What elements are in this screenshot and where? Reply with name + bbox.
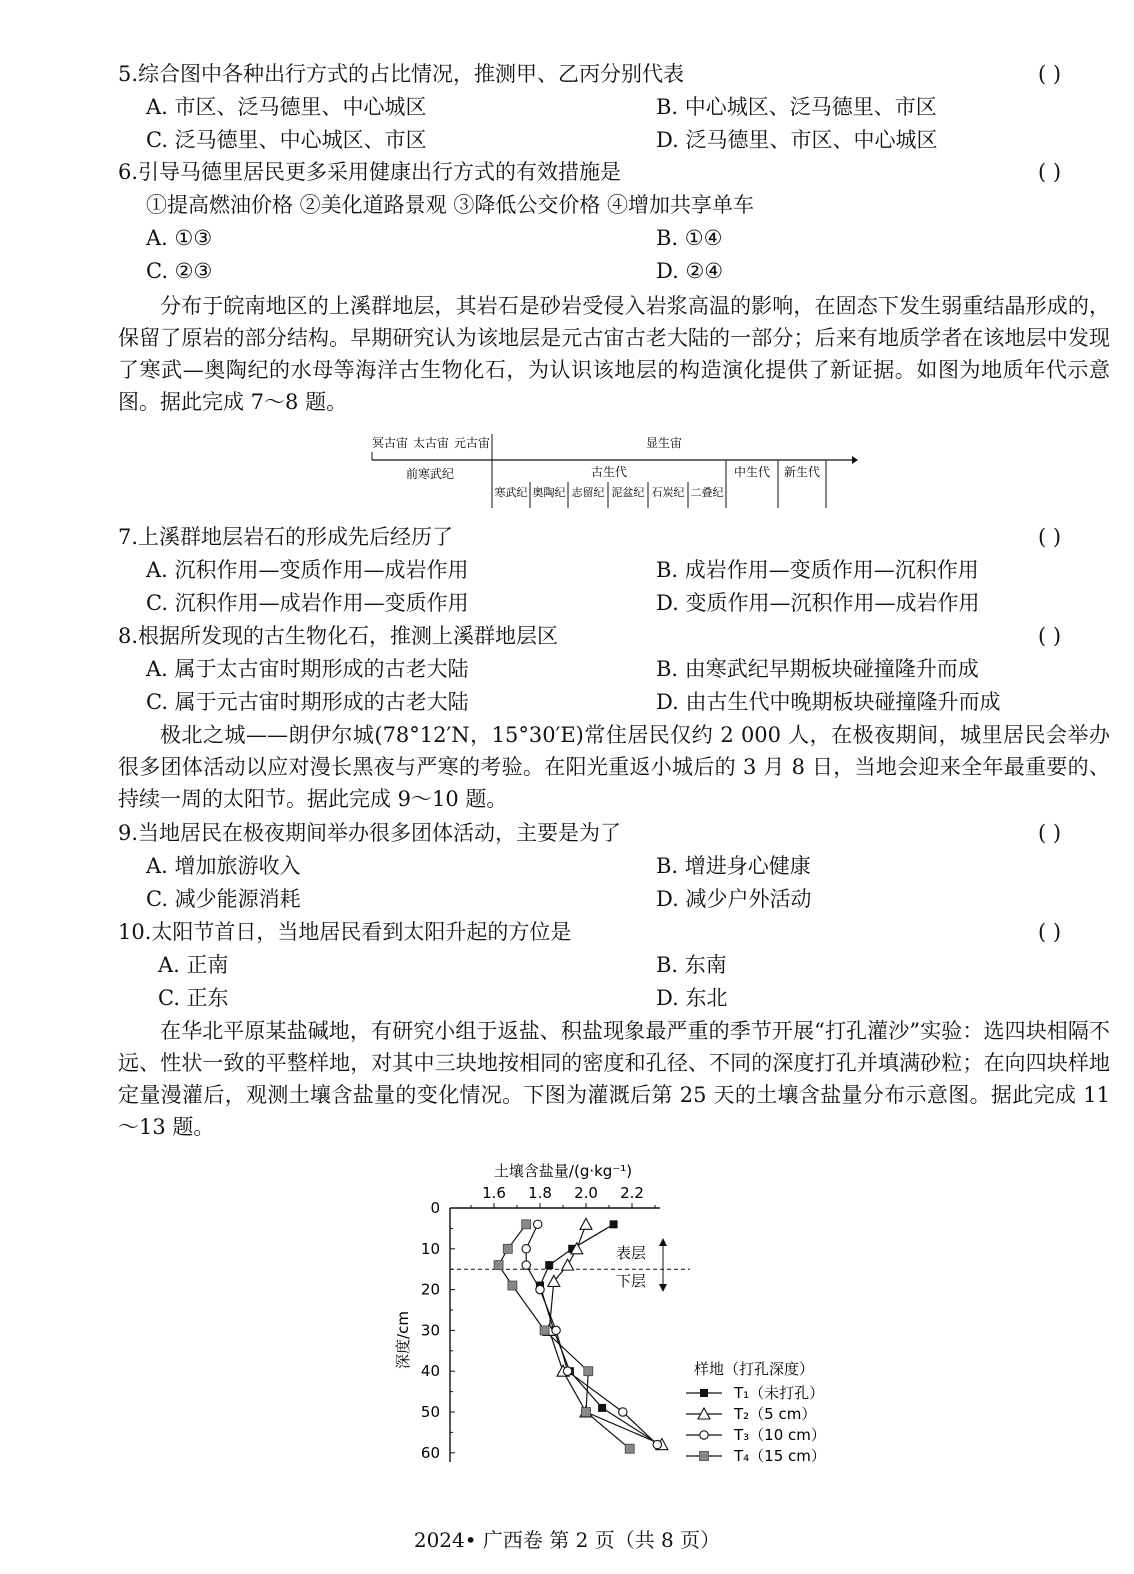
data-point-T2 — [580, 1218, 592, 1229]
data-point-T4 — [584, 1367, 593, 1376]
data-point-T4 — [540, 1326, 549, 1335]
legend-marker-T1 — [700, 1389, 708, 1397]
q7-option-b: B. 成岩作用—变质作用—沉积作用 — [656, 558, 979, 582]
data-point-T1 — [598, 1404, 606, 1412]
q5-option-b: B. 中心城区、泛马德里、市区 — [656, 95, 937, 119]
q5-answer-paren: ( ) — [1038, 62, 1062, 86]
data-point-T1 — [545, 1261, 553, 1269]
q7-answer-paren: ( ) — [1038, 525, 1062, 549]
passage-shangxi: 分布于皖南地区的上溪群地层，其岩石是砂岩受侵入岩浆高温的影响，在固态下发生弱重结晶形成的，保留了原岩的部分结构。早期研究认为该地层是元古宙古老大陆的一部分；后来有地质学者在该地层中发现了寒武—奥陶纪的水母等海洋古生物化石，为认识该地层的构造演化提供了新证据。如图为地质年代示意图。据此完成 7～8 题。 — [118, 294, 1110, 414]
passage-saline-soil: 在华北平原某盐碱地，有研究小组于返盐、积盐现象最严重的季节开展“打孔灌沙”实验：选四块相隔不远、性状一致的平整样地，对其中三块地按相同的密度和孔径、不同的深度打孔并填满砂粒；在向四块样地定量漫灌后，观测土壤含盐量的变化情况。下图为灌溉后第 25 天的土壤含盐量分布示意图。据此完成 11～13 题。 — [118, 1019, 1110, 1139]
q7-option-a: A. 沉积作用—变质作用—成岩作用 — [146, 558, 469, 582]
y-axis-title: 深度/cm — [394, 1311, 412, 1369]
data-point-T3 — [552, 1326, 560, 1334]
data-point-T1 — [610, 1220, 618, 1228]
q10-option-c: C. 正东 — [158, 986, 229, 1010]
q9-option-a: A. 增加旅游收入 — [146, 854, 301, 878]
q5-option-d: D. 泛马德里、市区、中心城区 — [656, 128, 938, 152]
q6-answer-paren: ( ) — [1038, 160, 1062, 184]
period-silurian: 志留纪 — [571, 486, 605, 499]
era-mesozoic: 中生代 — [733, 465, 771, 479]
legend-label-T3: T₃（10 cm） — [734, 1426, 826, 1444]
q10-option-d: D. 东北 — [656, 986, 728, 1010]
q5-stem: 5.综合图中各种出行方式的占比情况，推测甲、乙丙分别代表 — [118, 62, 685, 86]
q9-option-c: C. 减少能源消耗 — [146, 887, 301, 911]
eon-hadean: 冥古宙 — [371, 436, 409, 450]
data-point-T3 — [522, 1261, 530, 1269]
era-cenozoic: 新生代 — [783, 465, 821, 479]
q7-stem: 7.上溪群地层岩石的形成先后经历了 — [118, 525, 454, 549]
data-point-T4 — [494, 1261, 503, 1270]
data-point-T4 — [508, 1281, 517, 1290]
data-point-T3 — [619, 1408, 627, 1416]
y-tick-label: 50 — [420, 1403, 440, 1421]
legend-marker-T3 — [700, 1431, 708, 1439]
period-carboniferous: 石炭纪 — [651, 486, 685, 499]
q6-measures: ①提高燃油价格 ②美化道路景观 ③降低公交价格 ④增加共享单车 — [146, 193, 755, 217]
layer-label-surface: 表层 — [616, 1244, 647, 1262]
legend-title: 样地（打孔深度） — [694, 1360, 815, 1378]
q5-option-a: A. 市区、泛马德里、中心城区 — [146, 95, 427, 119]
eon-proterozoic: 元古宙 — [453, 436, 491, 450]
x-tick-label: 2.0 — [574, 1184, 598, 1202]
q5-option-c: C. 泛马德里、中心城区、市区 — [146, 128, 427, 152]
y-tick-label: 0 — [430, 1199, 440, 1217]
x-tick-label: 2.2 — [620, 1184, 644, 1202]
q6-option-a: A. ①③ — [146, 226, 213, 250]
data-point-T2 — [562, 1259, 574, 1270]
y-tick-label: 60 — [420, 1443, 440, 1462]
eon-phanerozoic: 显生宙 — [645, 436, 683, 450]
era-paleozoic: 古生代 — [590, 465, 628, 479]
q6-option-d: D. ②④ — [656, 259, 724, 283]
q9-option-b: B. 增进身心健康 — [656, 854, 811, 878]
q8-option-c: C. 属于元古宙时期形成的古老大陆 — [146, 690, 469, 714]
q6-option-c: C. ②③ — [146, 259, 213, 283]
series-line-T4 — [499, 1224, 630, 1448]
period-devonian: 泥盆纪 — [611, 486, 645, 499]
layer-arrow-down — [659, 1284, 667, 1292]
x-tick-label: 1.8 — [528, 1184, 552, 1202]
q10-stem: 10.太阳节首日，当地居民看到太阳升起的方位是 — [118, 920, 572, 944]
layer-label-lower: 下层 — [616, 1272, 647, 1290]
q8-option-b: B. 由寒武纪早期板块碰撞隆升而成 — [656, 657, 979, 681]
data-point-T3 — [522, 1245, 530, 1253]
period-cambrian: 寒武纪 — [494, 486, 528, 499]
q7-option-c: C. 沉积作用—成岩作用—变质作用 — [146, 591, 469, 615]
q8-stem: 8.根据所发现的古生物化石，推测上溪群地层区 — [118, 624, 559, 648]
q6-option-b: B. ①④ — [656, 226, 723, 250]
data-point-T3 — [653, 1440, 661, 1448]
data-point-T3 — [534, 1220, 542, 1228]
legend-label-T2: T₂（5 cm） — [734, 1405, 817, 1423]
q9-stem: 9.当地居民在极夜期间举办很多团体活动，主要是为了 — [118, 821, 622, 845]
y-tick-label: 30 — [420, 1321, 440, 1340]
period-ordovician: 奥陶纪 — [532, 486, 566, 499]
q9-answer-paren: ( ) — [1038, 821, 1062, 845]
y-tick-label: 20 — [420, 1280, 440, 1299]
q8-option-d: D. 由古生代中晚期板块碰撞隆升而成 — [656, 690, 1001, 714]
data-point-T4 — [503, 1244, 512, 1253]
period-permian: 二叠纪 — [690, 486, 724, 499]
layer-arrow-up — [659, 1238, 667, 1246]
q8-answer-paren: ( ) — [1038, 624, 1062, 648]
legend-label-T1: T₁（未打孔） — [734, 1384, 825, 1402]
data-point-T3 — [536, 1285, 544, 1293]
q9-option-d: D. 减少户外活动 — [656, 887, 812, 911]
y-tick-label: 40 — [420, 1362, 440, 1381]
data-point-T4 — [625, 1444, 634, 1453]
legend-marker-T4 — [700, 1452, 709, 1461]
q10-answer-paren: ( ) — [1038, 920, 1062, 944]
q6-stem: 6.引导马德里居民更多采用健康出行方式的有效措施是 — [118, 160, 622, 184]
q7-option-d: D. 变质作用—沉积作用—成岩作用 — [656, 591, 980, 615]
data-point-T4 — [522, 1220, 531, 1229]
q10-option-a: A. 正南 — [158, 953, 229, 977]
eon-archean: 太古宙 — [412, 436, 450, 450]
x-tick-label: 1.6 — [482, 1184, 506, 1202]
passage-longyearbyen: 极北之城——朗伊尔城(78°12′N，15°30′E)常住居民仅约 2 000 人，在极夜期间，城里居民会举办很多团体活动以应对漫长黑夜与严寒的考验。在阳光重返小城后的 3 月 8 日，当地会迎来全年最重要的、持续一周的太阳节。据此完成 9～10 题。 — [118, 723, 1110, 811]
q8-option-a: A. 属于太古宙时期形成的古老大陆 — [146, 657, 469, 681]
y-tick-label: 10 — [420, 1239, 440, 1258]
era-precambrian: 前寒武纪 — [405, 467, 455, 481]
q10-option-b: B. 东南 — [656, 953, 727, 977]
page-footer: 2024• 广西卷 第 2 页（共 8 页） — [413, 1528, 721, 1552]
data-point-T3 — [563, 1367, 571, 1375]
legend-label-T4: T₄（15 cm） — [734, 1447, 826, 1465]
data-point-T4 — [582, 1408, 591, 1417]
x-axis-title: 土壤含盐量/(g·kg⁻¹) — [493, 1162, 633, 1180]
